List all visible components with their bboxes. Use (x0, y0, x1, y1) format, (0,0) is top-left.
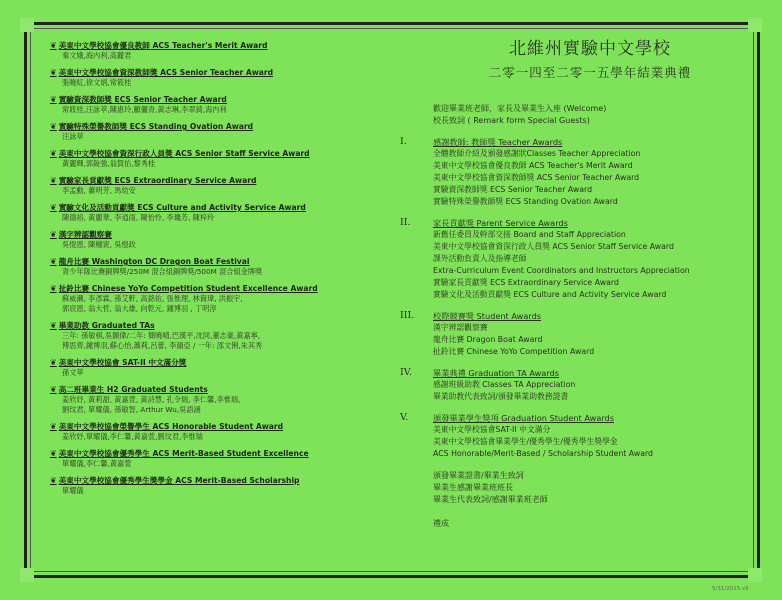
award-recipients: 吳愷恩, 陳穗寅, 吳愷政 (62, 240, 136, 249)
award-title (50, 148, 380, 159)
award-recipients: 陳德裕, 黃麗華, 李逍雨, 陳怡怜, 李璣芳, 陳梓玲 (62, 213, 215, 222)
award-title-text: 美東中文學校協會榮譽學生 ACS Honorable Student Award (58, 422, 284, 431)
award-recipients: 李孟勳, 蕭明芳, 馬幼安 (62, 186, 136, 195)
award-title (50, 202, 380, 213)
bullet-icon: ❦ (50, 95, 57, 104)
bullet-icon: ❦ (50, 358, 57, 367)
corner-ornament (748, 568, 762, 582)
section-title: 校際競賽獎 Student Awards (433, 311, 542, 321)
award-title (50, 475, 380, 486)
award-title (50, 94, 380, 105)
award-entry (50, 175, 380, 196)
award-entry (50, 448, 380, 469)
corner-ornament (20, 568, 34, 582)
award-title (50, 175, 380, 186)
award-recipients: 孫文萃 (62, 368, 84, 377)
section-item: 美東中文學校協會優良教師 ACS Teacher's Merit Award (433, 161, 633, 170)
bullet-icon: ❦ (50, 41, 57, 50)
closing-line: 畢業生感謝畢業班班長 (433, 483, 513, 492)
corner-ornament (20, 18, 34, 32)
program-section (400, 310, 740, 358)
award-title-text: 畢業助教 Graduated TAs (58, 321, 155, 330)
program-sections (400, 136, 740, 460)
award-entry (50, 421, 380, 442)
award-title (50, 320, 380, 331)
award-recipients: 三年: 孫敏棋,吳顥偉/二年: 簡曉晴,巴漢平,沈同,董志豪,黃嘉寧, (62, 331, 261, 340)
award-title (50, 67, 380, 78)
bullet-icon: ❦ (50, 122, 57, 131)
award-recipients: 汪詠萃 (62, 132, 84, 141)
award-entry (50, 148, 380, 169)
section-item: 課外活動負責人及指導老師 (433, 254, 527, 263)
award-recipients: 黃麗輝,郭銳強,翁賀佑,黎秀桂 (62, 159, 156, 168)
bullet-icon: ❦ (50, 476, 57, 485)
award-title (50, 40, 380, 51)
award-recipients: 單耀儀 (62, 486, 84, 495)
intro-line: 校長致詞 ( Remark form Special Guests) (433, 116, 590, 125)
section-numeral: V. (400, 412, 409, 423)
section-title: 畢業典禮 Graduation TA Awards (433, 368, 560, 378)
section-title: 感謝教師: 教師獎 Teacher Awards (433, 137, 563, 147)
bullet-icon: ❦ (50, 385, 57, 394)
bullet-icon: ❦ (50, 176, 57, 185)
award-title-text: 龍舟比賽 Washington DC Dragon Boat Festival (58, 257, 250, 266)
section-item: 漢字辨認觀察賽 (433, 323, 488, 332)
intro-block (400, 103, 740, 127)
bullet-icon: ❦ (50, 321, 57, 330)
bullet-icon: ❦ (50, 230, 57, 239)
award-title-text: 美東中文學校協會優秀學生獎學金 ACS Merit-Based Scholarship (58, 476, 300, 485)
section-item: 實驗資深教師獎 ECS Senior Teacher Award (433, 185, 593, 194)
award-entry (50, 283, 380, 314)
section-item: 龍舟比賽 Dragon Boat Award (433, 335, 543, 344)
award-entry (50, 121, 380, 142)
intro-line: 歡迎畢業班老師，家長及畢業生入座 (Welcome) (433, 104, 607, 113)
corner-ornament (748, 18, 762, 32)
program-section (400, 217, 740, 301)
section-item: 美東中文學校協會資深教師獎 ACS Senior Teacher Award (433, 173, 640, 182)
program-section (400, 136, 740, 208)
bullet-icon: ❦ (50, 284, 57, 293)
award-title-text: 漢字辨認觀察賽 (58, 230, 112, 239)
award-title-text: 實驗特殊榮譽教師獎 ECS Standing Ovation Award (58, 122, 254, 131)
program-column (400, 34, 740, 529)
award-entry (50, 357, 380, 378)
award-title (50, 357, 380, 368)
section-item: 全體教師介紹及頒發感謝狀Classes Teacher Appreciation (433, 149, 641, 158)
section-item: 實驗特殊榮譽教師獎 ECS Standing Ovation Award (433, 197, 618, 206)
award-title-text: 高二班畢業生 H2 Graduated Students (58, 385, 208, 394)
award-recipients: 姜欣妤,單耀儀,李仁馨,黃嘉萱,劉玟君,李惟瑞 (62, 432, 203, 441)
closing-block (400, 470, 740, 506)
award-entry (50, 40, 380, 61)
award-recipients: 張曉紅,徐文炳,常筱桂 (62, 78, 132, 87)
award-entry (50, 229, 380, 250)
section-item: 美東中文學校協會畢業學生/優秀學生/優秀學生獎學金 (433, 437, 618, 446)
award-title-text: 美東中文學校協會資深教師獎 ACS Senior Teacher Award (58, 68, 274, 77)
award-recipients: 郭宸恩, 翁大哲, 翁大雄, 向乾元, 鐘博羽 , 丁明淳 (62, 304, 217, 313)
award-title-text: 扯鈴比賽 Chinese YoYo Competition Student Excellence Award (58, 284, 318, 293)
award-entry (50, 475, 380, 496)
award-entry (50, 94, 380, 115)
section-item: 扯鈴比賽 Chinese YoYo Competition Award (433, 347, 595, 356)
award-title-text: 實驗家長貢獻獎 ECS Extraordinary Service Award (58, 176, 257, 185)
award-title (50, 121, 380, 132)
bullet-icon: ❦ (50, 149, 57, 158)
bullet-icon: ❦ (50, 257, 57, 266)
award-title (50, 384, 380, 395)
award-title (50, 256, 380, 267)
award-recipients: 姜欣妤, 黃莉甜, 黃嘉萱, 黃詩慧, 孔令瑞, 李仁馨,李惟瑞, (62, 395, 241, 404)
ceremony-end: 禮成 (433, 519, 449, 528)
award-title-text: 美東中文學校協會優良教師 ACS Teacher's Merit Award (58, 41, 268, 50)
closing-line: 頒發畢業證書/畢業生致詞 (433, 471, 524, 480)
section-item: 美東中文學校協會資深行政人員獎 ACS Senior Staff Service Award (433, 242, 674, 251)
program-section (400, 412, 740, 460)
section-item: 實驗家長貢獻獎 ECS Extraordinary Service Award (433, 278, 619, 287)
award-title (50, 421, 380, 432)
award-recipients: 傅思齊,鐘博羽,蘇心怡,蕭莉,呂蕾, 李韻亞 / 一年: 邵文俐,朱其秀 (62, 341, 263, 350)
closing-line: 畢業生代表致詞/感謝畢業班老師 (433, 495, 548, 504)
award-title-text: 美東中文學校協會資深行政人員獎 ACS Senior Staff Service Award (58, 149, 310, 158)
section-title: 家長貢獻獎 Parent Service Awards (433, 218, 568, 228)
award-entry (50, 202, 380, 223)
section-numeral: II. (400, 217, 411, 228)
award-title-text: 美東中文學校協會優秀學生 ACS Merit-Based Student Excellence (58, 449, 309, 458)
award-recipients-column (50, 40, 380, 502)
section-title: 頒發畢業學生獎項 Graduation Student Awards (433, 413, 615, 423)
award-title (50, 229, 380, 240)
award-entry (50, 67, 380, 88)
section-item: 畢業助教代表致詞/頒發畢業助教務證書 (433, 392, 569, 401)
award-title-text: 實驗文化及活動貢獻獎 ECS Culture and Activity Service Award (58, 203, 306, 212)
section-numeral: I. (400, 136, 407, 147)
award-title (50, 283, 380, 294)
award-recipients: 劉玟君, 單耀儀, 孫敏智, Arthur Wu,吳語涵 (62, 405, 201, 414)
bullet-icon: ❦ (50, 422, 57, 431)
award-title-text: 實驗資深教師獎 ECS Senior Teacher Award (58, 95, 227, 104)
program-section (400, 367, 740, 403)
award-recipients: 常筱桂,汪詠萃,陳惠玲,顧儷青,黃志琳,李翠錡,海内利 (62, 105, 227, 114)
ceremony-title: 二零一四至二零一五學年結業典禮 (488, 65, 692, 80)
section-item: 感謝班級助教 Classes TA Appreciation (433, 380, 576, 389)
section-numeral: III. (400, 310, 415, 321)
page-date: 5/31/2015 v5 (712, 586, 749, 592)
award-recipients: 蘇威瀨, 李彥霖, 孫艾軒, 高銘佑, 張惟理, 林資瑋, 洪振宇, (62, 294, 243, 303)
section-numeral: IV. (400, 367, 412, 378)
award-recipients: 青少年隊比賽銅牌獎/250M 混合組銅牌獎/500M 混合組金牌獎 (62, 267, 263, 276)
bullet-icon: ❦ (50, 449, 57, 458)
section-item: 新舊任委員及幹部交接 Board and Staff Appreciation (433, 230, 626, 239)
award-entry (50, 320, 380, 351)
award-entry (50, 256, 380, 277)
section-item: 美東中文學校協會SAT-II 中文滿分 (433, 425, 551, 434)
award-title (50, 448, 380, 459)
award-recipients: 單耀儀,李仁馨,黃嘉萱 (62, 459, 132, 468)
section-item: Extra-Curriculum Event Coordinators and Instructors Appreciation (433, 266, 690, 275)
section-item: ACS Honorable/Merit-Based / Scholarship Student Award (433, 449, 653, 458)
award-title-text: 美東中文學校協會 SAT-II 中文滿分獎 (58, 358, 187, 367)
school-title: 北維州實驗中文學校 (509, 39, 671, 59)
section-item: 實驗文化及活動貢獻獎 ECS Culture and Activity Service Award (433, 290, 667, 299)
award-entry (50, 384, 380, 415)
bullet-icon: ❦ (50, 68, 57, 77)
award-recipients: 秦文娥,海内利,高麗君 (62, 51, 132, 60)
bullet-icon: ❦ (50, 203, 57, 212)
